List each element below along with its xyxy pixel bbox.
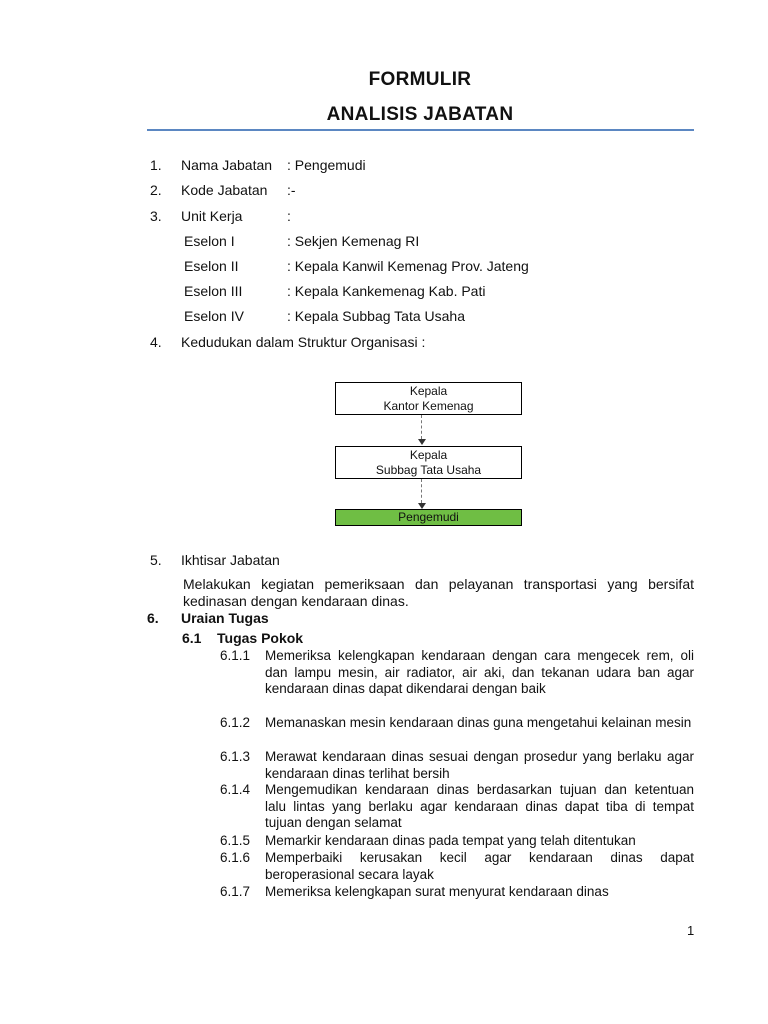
task-text: Memeriksa kelengkapan surat menyurat kendaraan dinas [265,884,609,899]
title-divider [147,129,694,131]
task-number: 6.1.3 [220,749,251,764]
org-box-pengemudi: Pengemudi [335,509,522,526]
field-value-nama-jabatan: : Pengemudi [287,157,366,173]
section-number: 6. [147,610,159,626]
task-text: Memarkir kendaraan dinas pada tempat yang telah ditentukan [265,833,636,848]
task-text: Memeriksa kelengkapan kendaraan dengan cara mengecek rem, oli dan lampu mesin, air radiator, air aki, dan tekanan udara ban agar kendaraan dinas dapat dikendarai dengan baik [265,648,694,696]
subsection-number: 6.1 [182,630,202,646]
subsection-label: Tugas Pokok [217,630,304,646]
eselon-label: Eselon II [184,258,239,274]
section-label-ikhtisar: Ikhtisar Jabatan [181,552,280,568]
field-label-unit-kerja: Unit Kerja [181,208,243,224]
task-number: 6.1.5 [220,833,251,848]
eselon-label: Eselon III [184,283,243,299]
eselon-value: : Sekjen Kemenag RI [287,233,420,249]
org-box-kepala-kantor [335,382,522,415]
org-connector [421,415,422,439]
task-number: 6.1.4 [220,782,251,797]
task-number: 6.1.7 [220,884,251,899]
task-number: 6.1.2 [220,715,251,730]
section-label-uraian: Uraian Tugas [181,610,269,626]
field-value-unit-kerja: : [287,208,291,224]
task-number: 6.1.6 [220,850,251,865]
org-connector [421,479,422,503]
field-value-kode-jabatan: :- [287,182,296,198]
task-text: Memanaskan mesin kendaraan dinas guna mengetahui kelainan mesin [265,715,692,730]
ikhtisar-text: Melakukan kegiatan pemeriksaan dan pelayanan transportasi yang bersifat kedinasan dengan kendaraan dinas. [183,576,694,609]
section-number: 4. [150,334,162,350]
task-number: 6.1.1 [220,648,251,663]
form-subtitle: ANALISIS JABATAN [326,104,514,125]
section-label-struktur: Kedudukan dalam Struktur Organisasi : [181,334,426,350]
field-label-nama-jabatan: Nama Jabatan [181,157,273,173]
eselon-label: Eselon IV [184,308,244,324]
task-text: Merawat kendaraan dinas sesuai dengan prosedur yang berlaku agar kendaraan dinas terlihat bersih [265,749,694,781]
eselon-value: : Kepala Kankemenag Kab. Pati [287,283,486,299]
org-box-line: Kantor Kemenag [383,399,474,413]
org-box-line: Kepala [409,448,448,462]
section-number: 5. [150,552,162,568]
page-number: 1 [687,923,695,938]
task-text: Mengemudikan kendaraan dinas berdasarkan tujuan dan ketentuan lalu lintas yang berlaku agar kendaraan dinas dapat tiba di tempat tujuan dengan selamat [265,782,694,830]
field-number: 1. [150,157,162,173]
form-title: FORMULIR [368,69,472,90]
org-box-line: Kepala [409,384,448,398]
field-number: 3. [150,208,162,224]
org-box-kepala-subbag [335,446,522,479]
org-box-line: Subbag Tata Usaha [375,463,482,477]
eselon-label: Eselon I [184,233,235,249]
org-arrow-icon [418,439,426,445]
field-number: 2. [150,182,162,198]
task-text: Memperbaiki kerusakan kecil agar kendaraan dinas dapat beroperasional secara layak [265,850,694,882]
eselon-value: : Kepala Kanwil Kemenag Prov. Jateng [287,258,529,274]
field-label-kode-jabatan: Kode Jabatan [181,182,268,198]
eselon-value: : Kepala Subbag Tata Usaha [287,308,465,324]
